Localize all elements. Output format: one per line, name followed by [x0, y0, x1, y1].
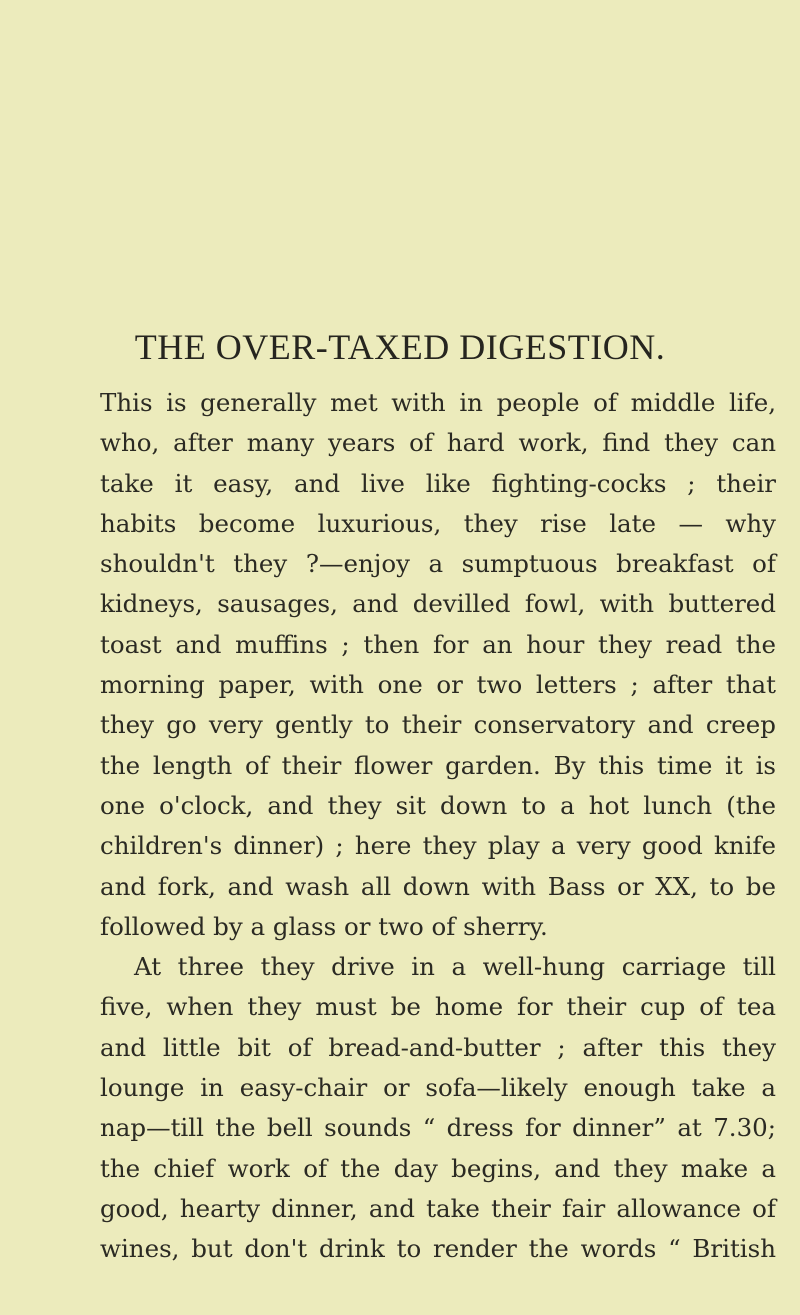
text-line: shouldn't they ?—enjoy a sumptuous breakfast of [100, 549, 776, 579]
text-line: take it easy, and live like fighting-cocks ; their [100, 468, 776, 498]
text-line: who, after many years of hard work, find they can [100, 428, 776, 458]
text-line: children's dinner) ; here they play a very good knife [100, 831, 776, 861]
text-line: habits become luxurious, they rise late — why [100, 508, 776, 538]
text-line: This is generally met with in people of middle life, [100, 388, 776, 417]
text-line: morning paper, with one or two letters ; after that [100, 670, 776, 700]
text-line: they go very gently to their conservatory and creep [100, 710, 776, 740]
text-line: the chief work of the day begins, and they make a [100, 1153, 776, 1183]
text-line: one o'clock, and they sit down to a hot lunch (the [100, 790, 776, 820]
text-line: and fork, and wash all down with Bass or XX, to be [100, 871, 776, 901]
text-line: lounge in easy-chair or sofa—likely enough take a [100, 1073, 776, 1103]
chapter-title: THE OVER-TAXED DIGESTION. [134, 327, 666, 367]
text-line: wines, but don't drink to render the words “ British [100, 1234, 776, 1264]
text-line: At three they drive in a well-hung carriage till [134, 952, 776, 982]
body-text [100, 383, 776, 1270]
text-line: the length of their flower garden. By this time it is [100, 750, 776, 780]
text-line: good, hearty dinner, and take their fair allowance of [100, 1193, 776, 1223]
text-line: nap—till the bell sounds “ dress for dinner” at 7.30; [100, 1113, 776, 1143]
text-line: toast and muffins ; then for an hour they read the [100, 629, 776, 659]
text-line: five, when they must be home for their cup of tea [100, 992, 776, 1022]
text-line: kidneys, sausages, and devilled fowl, with buttered [100, 589, 776, 619]
text-line: and little bit of bread-and-butter ; after this they [100, 1032, 776, 1062]
text-line: followed by a glass or two of sherry. [100, 911, 548, 941]
